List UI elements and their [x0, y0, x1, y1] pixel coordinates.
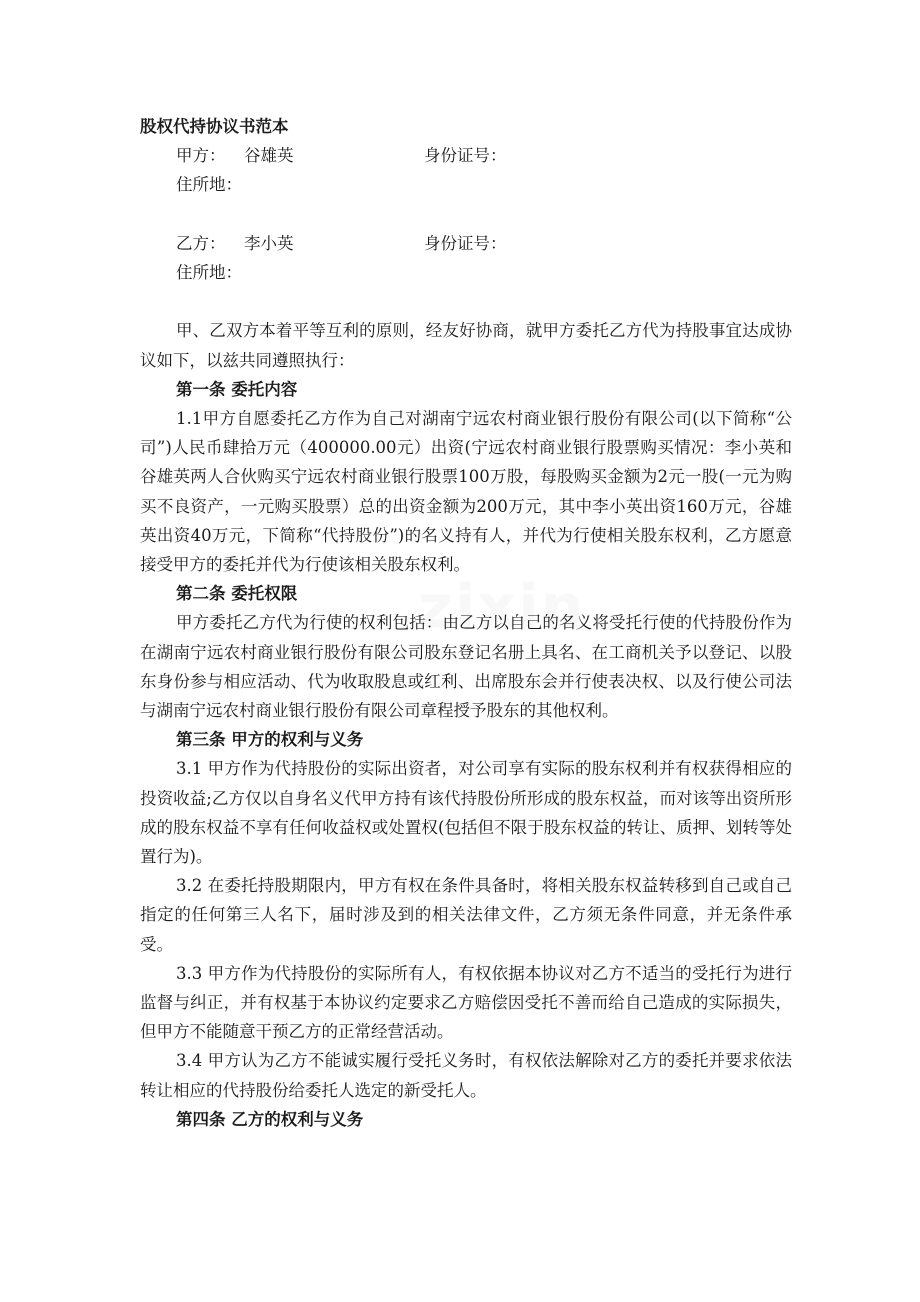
- article-3-paragraph-3: 3.3 甲方作为代持股份的实际所有人，有权依据本协议对乙方不适当的受托行为进行监督与纠正，并有权基于本协议约定要求乙方赔偿因受托不善而给自己造成的实际损失，但甲方不能随意干预乙方的正常经营活动。: [140, 963, 792, 1042]
- article-1-paragraph-1: 1.1甲方自愿委托乙方作为自己对湖南宁远农村商业银行股份有限公司(以下简称“公司”)人民币肆拾万元（400000.00元）出资(宁远农村商业银行股票购买情况：李小英和谷雄英两人合伙购买宁远农村商业银行股票100万股，每股购买金额为2元一股(一元为购买不良资产，一元购买股票）总的出资金额为200万元，其中李小英出资160万元，谷雄英出资40万元，下简称“代持股份”)的名义持有人，并代为行使相关股东权利，乙方愿意接受甲方的委托并代为行使该相关股东权利。: [140, 408, 792, 574]
- party-a-label: 甲方：: [176, 146, 226, 166]
- article-3-paragraph-2: 3.2 在委托持股期限内，甲方有权在条件具备时，将相关股东权益转移到自己或自己指定的任何第三人名下，届时涉及到的相关法律文件，乙方须无条件同意，并无条件承受。: [140, 876, 792, 954]
- party-b-name: 李小英: [244, 233, 294, 253]
- article-3-paragraph-1: 3.1 甲方作为代持股份的实际出资者，对公司享有实际的股东权利并有权获得相应的投资收益;乙方仅以自身名义代甲方持有该代持股份所形成的股东权益，而对该等出资所形成的股东权益不享有任何收益权或处置权(包括但不限于股东权益的转让、质押、划转等处置行为)。: [140, 759, 792, 866]
- article-4-heading: 第四条 乙方的权利与义务: [176, 1109, 364, 1129]
- party-a-id-label: 身份证号：: [424, 146, 507, 166]
- blank-line: [140, 200, 792, 229]
- document-body: [140, 112, 792, 1134]
- party-b-address-label: 住所地：: [176, 262, 242, 282]
- article-3-paragraph-4: 3.4 甲方认为乙方不能诚实履行受托义务时，有权依法解除对乙方的委托并要求依法转让相应的代持股份给委托人选定的新受托人。: [140, 1051, 792, 1100]
- document-title: 股权代持协议书范本: [140, 117, 289, 136]
- party-a-name: 谷雄英: [244, 146, 294, 166]
- article-3-heading: 第三条 甲方的权利与义务: [176, 730, 364, 750]
- article-2-paragraph-1: 甲方委托乙方代为行使的权利包括：由乙方以自己的名义将受托行使的代持股份作为在湖南宁远农村商业银行股份有限公司股东登记名册上具名、在工商机关予以登记、以股东身份参与相应活动、代为收取股息或红利、出席股东会并行使表决权、以及行使公司法与湖南宁远农村商业银行股份有限公司章程授予股东的其他权利。: [140, 613, 792, 720]
- blank-line: [140, 287, 792, 316]
- party-b-label: 乙方：: [176, 233, 226, 253]
- article-1-heading: 第一条 委托内容: [176, 379, 298, 399]
- watermark: zixin: [418, 572, 586, 642]
- intro-paragraph: 甲、乙双方本着平等互利的原则，经友好协商，就甲方委托乙方代为持股事宜达成协议如下，以兹共同遵照执行：: [140, 321, 792, 370]
- party-a-address-label: 住所地：: [176, 175, 242, 195]
- article-2-heading: 第二条 委托权限: [176, 584, 298, 604]
- party-b-id-label: 身份证号：: [424, 233, 507, 253]
- party-b-row: [140, 229, 792, 258]
- party-a-row: [140, 141, 792, 170]
